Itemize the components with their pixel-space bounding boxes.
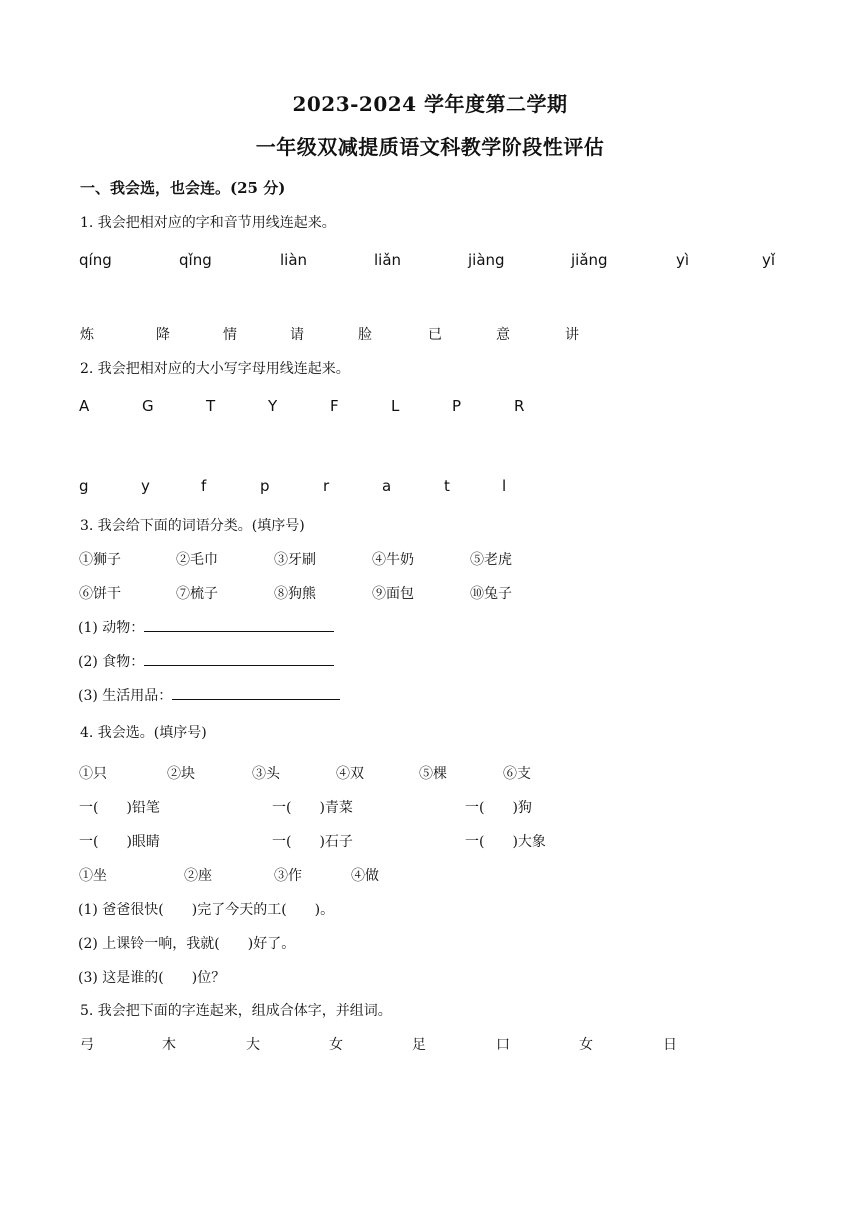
q5-char-5: 足 xyxy=(412,1037,426,1053)
q4-fill-eyes[interactable]: 一( )眼睛 xyxy=(79,834,160,850)
q4-option-6: ⑥支 xyxy=(503,766,531,782)
q5-char-8: 日 xyxy=(663,1037,677,1053)
q4-option2-2: ②座 xyxy=(184,868,212,884)
q5-prompt: 5. 我会把下面的字连起来，组成合体字，并组词。 xyxy=(80,1003,392,1019)
q5-char-6: 口 xyxy=(496,1037,510,1053)
q4-option-1: ①只 xyxy=(79,766,107,782)
q4-option2-3: ③作 xyxy=(274,868,302,884)
q3-word-3: ③牙刷 xyxy=(274,552,316,568)
q3-answer-food[interactable] xyxy=(144,651,334,666)
q2-lower-4: p xyxy=(260,477,270,495)
q1-pinyin-3: liàn xyxy=(280,251,308,269)
q3-answer-daily[interactable] xyxy=(172,685,340,700)
q5-char-2: 木 xyxy=(162,1037,176,1053)
q3-prompt: 3. 我会给下面的词语分类。(填序号) xyxy=(80,518,305,534)
q1-prompt: 1. 我会把相对应的字和音节用线连起来。 xyxy=(80,215,336,231)
q4-sentence-2[interactable]: (2) 上课铃一响，我就( )好了。 xyxy=(78,936,296,952)
q4-option2-1: ①坐 xyxy=(79,868,107,884)
q3-word-8: ⑧狗熊 xyxy=(274,586,316,602)
q3-category-animals xyxy=(78,617,334,637)
q2-upper-4: Y xyxy=(268,397,278,415)
q1-char-1: 炼 xyxy=(80,327,94,343)
q1-pinyin-6: jiǎng xyxy=(571,251,608,269)
q4-fill-greens[interactable]: 一( )青菜 xyxy=(272,800,353,816)
q5-char-3: 大 xyxy=(246,1037,260,1053)
q2-upper-6: L xyxy=(391,397,400,415)
q4-option2-4: ④做 xyxy=(351,868,379,884)
q1-char-8: 讲 xyxy=(565,327,579,343)
q4-fill-pencil[interactable]: 一( )铅笔 xyxy=(79,800,160,816)
q2-upper-8: R xyxy=(514,397,525,415)
q3-category-daily-label: (3) 生活用品： xyxy=(78,688,173,704)
q1-pinyin-8: yǐ xyxy=(762,251,776,269)
q1-pinyin-1: qíng xyxy=(79,251,112,269)
q3-word-10: ⑩兔子 xyxy=(470,586,512,602)
q2-lower-7: t xyxy=(444,477,450,495)
q3-word-7: ⑦梳子 xyxy=(176,586,218,602)
q1-char-4: 请 xyxy=(290,327,304,343)
q2-lower-2: y xyxy=(141,477,150,495)
q4-fill-dog[interactable]: 一( )狗 xyxy=(465,800,532,816)
q1-char-2: 降 xyxy=(156,327,170,343)
q1-pinyin-7: yì xyxy=(676,251,690,269)
section-1-heading: 一、我会选，也会连。(25 分) xyxy=(80,179,286,197)
q3-category-food xyxy=(78,651,334,671)
q2-upper-3: T xyxy=(206,397,216,415)
q2-lower-8: l xyxy=(502,477,507,495)
q1-pinyin-5: jiàng xyxy=(468,251,505,269)
q5-char-7: 女 xyxy=(579,1037,593,1053)
title-line-1: 2023-2024 学年度第二学期 xyxy=(292,92,568,116)
q2-lower-3: f xyxy=(201,477,207,495)
q5-char-4: 女 xyxy=(329,1037,343,1053)
q3-category-animals-label: (1) 动物： xyxy=(78,620,145,636)
q3-word-4: ④牛奶 xyxy=(372,552,414,568)
q3-category-food-label: (2) 食物： xyxy=(78,654,145,670)
q2-upper-2: G xyxy=(142,397,154,415)
title-line-2: 一年级双减提质语文科教学阶段性评估 xyxy=(255,135,605,159)
q1-char-3: 情 xyxy=(223,327,237,343)
q2-upper-1: A xyxy=(79,397,90,415)
q2-lower-5: r xyxy=(323,477,330,495)
q3-word-9: ⑨面包 xyxy=(372,586,414,602)
q1-pinyin-2: qǐng xyxy=(179,251,212,269)
q1-char-5: 脸 xyxy=(358,327,372,343)
q3-word-1: ①狮子 xyxy=(79,552,121,568)
q4-option-3: ③头 xyxy=(252,766,280,782)
q3-word-2: ②毛巾 xyxy=(176,552,218,568)
q2-lower-1: g xyxy=(79,477,89,495)
q2-upper-7: P xyxy=(452,397,462,415)
q3-word-5: ⑤老虎 xyxy=(470,552,512,568)
q4-option-5: ⑤棵 xyxy=(419,766,447,782)
q3-answer-animals[interactable] xyxy=(144,617,334,632)
q1-char-6: 已 xyxy=(428,327,442,343)
q4-option-2: ②块 xyxy=(167,766,195,782)
q4-sentence-3[interactable]: (3) 这是谁的( )位？ xyxy=(78,970,226,986)
q1-pinyin-4: liǎn xyxy=(374,251,402,269)
q4-option-4: ④双 xyxy=(336,766,364,782)
q3-category-daily xyxy=(78,685,340,705)
q2-upper-5: F xyxy=(330,397,339,415)
q2-lower-6: a xyxy=(382,477,392,495)
q1-char-7: 意 xyxy=(496,327,510,343)
q2-prompt: 2. 我会把相对应的大小写字母用线连起来。 xyxy=(80,361,350,377)
q3-word-6: ⑥饼干 xyxy=(79,586,121,602)
q4-prompt: 4. 我会选。(填序号) xyxy=(80,725,207,741)
q4-fill-elephant[interactable]: 一( )大象 xyxy=(465,834,546,850)
q4-sentence-1[interactable]: (1) 爸爸很快( )完了今天的工( )。 xyxy=(78,902,335,918)
q5-char-1: 弓 xyxy=(80,1037,94,1053)
q4-fill-stone[interactable]: 一( )石子 xyxy=(272,834,353,850)
